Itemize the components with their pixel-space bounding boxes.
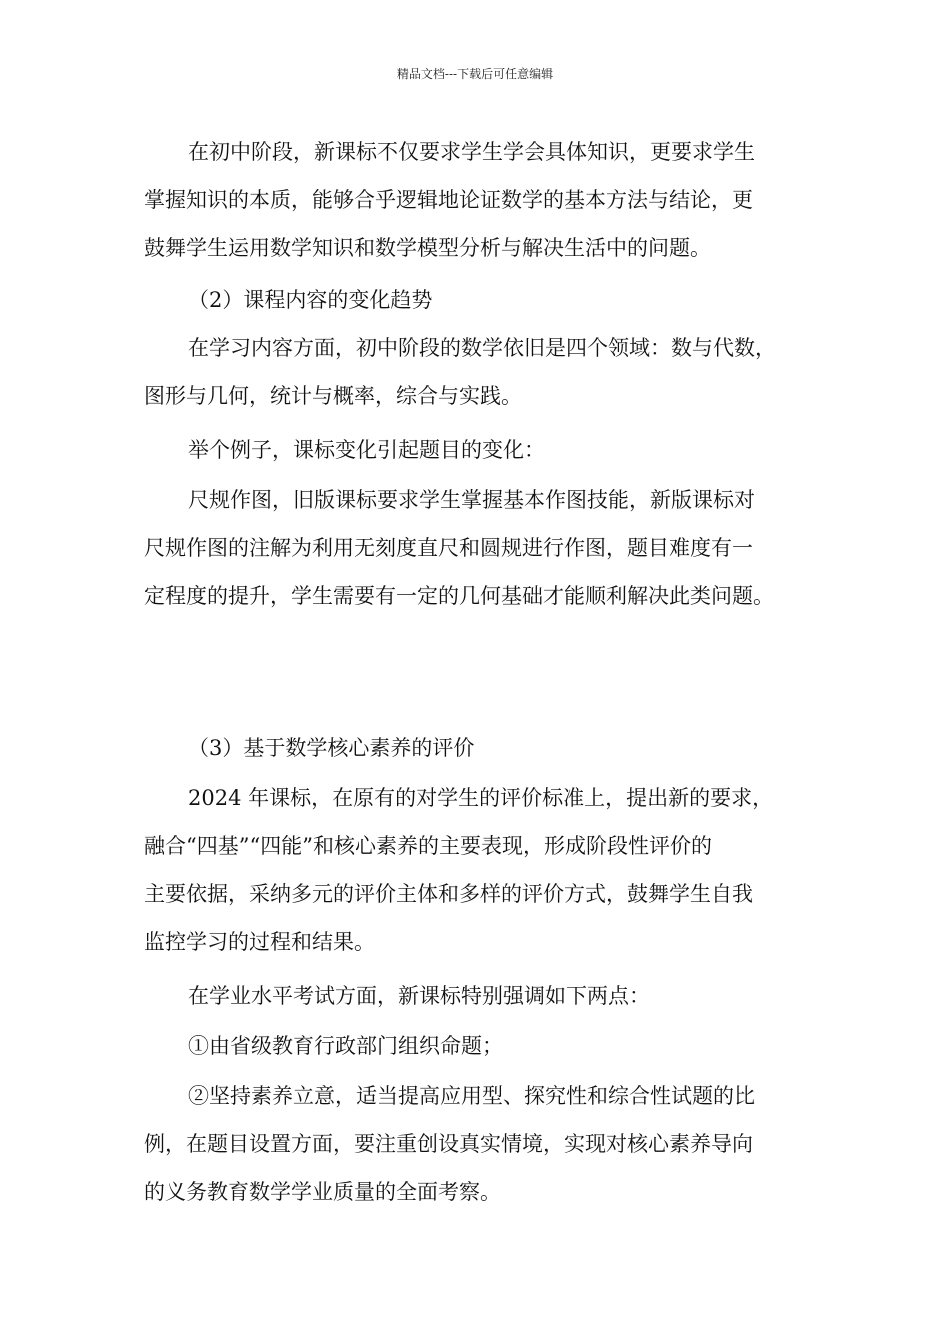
paragraph-line: ①由省级教育行政部门组织命题； (188, 1034, 503, 1058)
paragraph-line: 掌握知识的本质，能够合乎逻辑地论证数学的基本方法与结论，更 (144, 188, 753, 212)
heading-text: （2）课程内容的变化趋势 (188, 288, 433, 312)
paragraph-line: 举个例子，课标变化引起题目的变化： (188, 438, 545, 462)
paragraph-line: 鼓舞学生运用数学知识和数学模型分析与解决生活中的问题。 (144, 236, 711, 260)
paragraph-evaluation-standard (144, 774, 824, 966)
paragraph-curriculum-goals (144, 128, 824, 272)
paragraph-example-intro (144, 426, 824, 474)
list-item-1 (144, 1022, 824, 1070)
paragraph-line: 在学习内容方面，初中阶段的数学依旧是四个领域：数与代数， (188, 336, 776, 360)
paragraph-line: 尺规作图的注解为利用无刻度直尺和圆规进行作图，题目难度有一 (144, 536, 753, 560)
paragraph-compass-construction (144, 476, 824, 620)
paragraph-exam-emphasis (144, 972, 824, 1020)
paragraph-line: 图形与几何，统计与概率，综合与实践。 (144, 384, 522, 408)
paragraph-line: 融合“四基”“四能”和核心素养的主要表现，形成阶段性评价的 (144, 834, 712, 858)
section-heading-2 (188, 276, 868, 324)
paragraph-line: 的义务教育数学学业质量的全面考察。 (144, 1180, 501, 1204)
paragraph-line: 主要依据，采纳多元的评价主体和多样的评价方式，鼓舞学生自我 (144, 882, 753, 906)
paragraph-line: 尺规作图，旧版课标要求学生掌握基本作图技能，新版课标对 (188, 488, 755, 512)
paragraph-line: 定程度的提升，学生需要有一定的几何基础才能顺利解决此类问题。 (144, 584, 774, 608)
paragraph-line: 在学业水平考试方面，新课标特别强调如下两点： (188, 984, 650, 1008)
section-heading-3 (188, 724, 868, 772)
paragraph-content-areas (144, 324, 824, 420)
page-header: 精品文档---下载后可任意编辑 (396, 67, 554, 81)
heading-text: （3）基于数学核心素养的评价 (188, 736, 475, 760)
paragraph-line: ②坚持素养立意，适当提高应用型、探究性和综合性试题的比 (188, 1084, 755, 1108)
paragraph-line: 例，在题目设置方面，要注重创设真实情境，实现对核心素养导向 (144, 1132, 753, 1156)
paragraph-line: 监控学习的过程和结果。 (144, 930, 375, 954)
paragraph-line: 在初中阶段，新课标不仅要求学生学会具体知识，更要求学生 (188, 140, 755, 164)
paragraph-line: 2024 年课标，在原有的对学生的评价标准上，提出新的要求， (188, 786, 774, 810)
list-item-2 (144, 1072, 824, 1216)
